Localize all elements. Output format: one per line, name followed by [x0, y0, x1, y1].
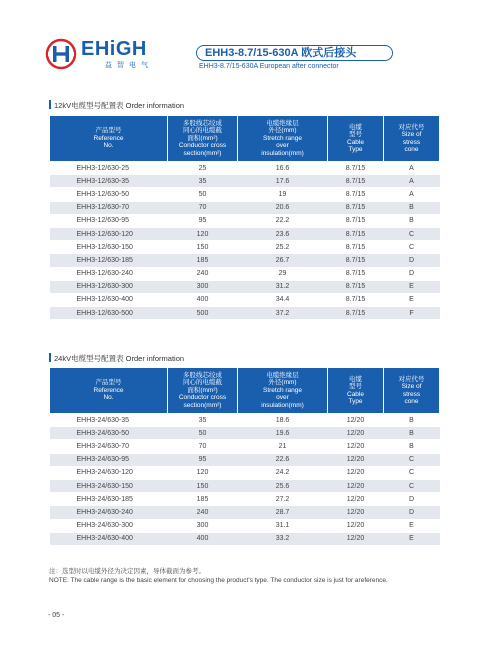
conductor-cell: 400: [168, 532, 238, 545]
code-cell: A: [384, 175, 440, 188]
header-line: Conductor cross: [178, 142, 227, 150]
section-marker: [49, 353, 51, 362]
note-en: NOTE: The cable range is the basic element for choosing the product's type. The conductor size is just for areference.: [49, 577, 388, 584]
cable-cell: 8.7/15: [328, 227, 384, 240]
header-line: Size of: [401, 131, 422, 138]
model-cell: EHH3-12/630-95: [50, 214, 168, 227]
header-line: Cable: [347, 390, 364, 398]
insulation-cell: 22.6: [238, 453, 328, 466]
page-subtitle: EHH3-8.7/15-630A European after connector: [199, 63, 339, 70]
header-line: section(mm²): [183, 149, 222, 157]
header-line: 同心的电缆截: [183, 379, 222, 387]
insulation-cell: 25.2: [238, 241, 328, 254]
code-cell: F: [384, 307, 440, 320]
header-line: 对应代号: [398, 375, 425, 383]
header-line: Type: [348, 146, 363, 153]
logo-sub: 益智电气: [105, 61, 153, 69]
header-conductor: [168, 116, 238, 162]
conductor-cell: 150: [168, 479, 238, 492]
conductor-cell: 95: [168, 453, 238, 466]
logo-mark-icon: [45, 38, 77, 70]
header-line: No.: [103, 394, 114, 402]
model-cell: EHH3-24/630-70: [50, 440, 168, 453]
insulation-cell: 34.4: [238, 293, 328, 306]
header-line: Reference: [93, 134, 124, 142]
code-cell: E: [384, 293, 440, 306]
header-line: over: [276, 142, 289, 150]
cable-cell: 8.7/15: [328, 162, 384, 175]
header-cable: [328, 368, 384, 414]
cable-cell: 12/20: [328, 440, 384, 453]
header-line: stress: [402, 390, 421, 398]
model-cell: EHH3-12/630-400: [50, 293, 168, 306]
model-cell: EHH3-12/630-25: [50, 162, 168, 175]
table-row: [50, 201, 440, 214]
code-cell: B: [384, 440, 440, 453]
model-cell: EHH3-12/630-300: [50, 280, 168, 293]
conductor-cell: 185: [168, 493, 238, 506]
page-title: EHH3-8.7/15-630A 欧式后接头: [205, 47, 357, 59]
table-row: [50, 466, 440, 479]
code-cell: C: [384, 479, 440, 492]
header-line: 多股线芯绞成: [183, 371, 222, 379]
header-line: 同心的电缆截: [183, 127, 222, 135]
insulation-cell: 19.6: [238, 427, 328, 440]
table-row: [50, 241, 440, 254]
table-row: [50, 214, 440, 227]
code-cell: A: [384, 188, 440, 201]
insulation-cell: 26.7: [238, 254, 328, 267]
header-line: Size of: [401, 383, 422, 390]
code-cell: C: [384, 453, 440, 466]
model-cell: EHH3-24/630-150: [50, 479, 168, 492]
conductor-cell: 95: [168, 214, 238, 227]
cable-cell: 8.7/15: [328, 280, 384, 293]
insulation-cell: 33.2: [238, 532, 328, 545]
insulation-cell: 25.6: [238, 479, 328, 492]
cable-cell: 8.7/15: [328, 267, 384, 280]
insulation-cell: 31.2: [238, 280, 328, 293]
header-line: 产品型号: [95, 379, 122, 387]
spec-table-24kv: [49, 367, 440, 546]
insulation-cell: 22.2: [238, 214, 328, 227]
model-cell: EHH3-24/630-240: [50, 506, 168, 519]
insulation-cell: 37.2: [238, 307, 328, 320]
model-cell: EHH3-24/630-185: [50, 493, 168, 506]
insulation-cell: 21: [238, 440, 328, 453]
cable-cell: 8.7/15: [328, 254, 384, 267]
company-logo: [45, 38, 153, 70]
table-row: [50, 519, 440, 532]
title-box: [196, 45, 393, 61]
table-row: [50, 453, 440, 466]
code-cell: E: [384, 280, 440, 293]
header-line: 外径(mm): [268, 379, 297, 387]
table-row: [50, 307, 440, 320]
model-cell: EHH3-24/630-400: [50, 532, 168, 545]
conductor-cell: 300: [168, 280, 238, 293]
conductor-cell: 150: [168, 241, 238, 254]
model-cell: EHH3-12/630-120: [50, 227, 168, 240]
model-cell: EHH3-24/630-300: [50, 519, 168, 532]
model-cell: EHH3-12/630-240: [50, 267, 168, 280]
conductor-cell: 185: [168, 254, 238, 267]
insulation-cell: 17.6: [238, 175, 328, 188]
table-row: [50, 506, 440, 519]
conductor-cell: 25: [168, 162, 238, 175]
model-cell: EHH3-24/630-35: [50, 414, 168, 427]
table-row: [50, 532, 440, 545]
cable-cell: 12/20: [328, 506, 384, 519]
code-cell: D: [384, 254, 440, 267]
model-cell: EHH3-12/630-35: [50, 175, 168, 188]
header-line: 电缆绝缘层: [266, 119, 299, 127]
cable-cell: 12/20: [328, 466, 384, 479]
header-line: Cable: [347, 138, 364, 146]
conductor-cell: 120: [168, 227, 238, 240]
code-cell: E: [384, 519, 440, 532]
conductor-cell: 35: [168, 175, 238, 188]
header-conductor: [168, 368, 238, 414]
cable-cell: 12/20: [328, 479, 384, 492]
cable-cell: 8.7/15: [328, 293, 384, 306]
header-line: section(mm²): [183, 401, 222, 409]
code-cell: D: [384, 506, 440, 519]
header-line: Type: [348, 398, 363, 405]
insulation-cell: 29: [238, 267, 328, 280]
table-row: [50, 479, 440, 492]
header-line: 型号: [349, 383, 362, 390]
cable-cell: 8.7/15: [328, 307, 384, 320]
model-cell: EHH3-12/630-50: [50, 188, 168, 201]
code-cell: A: [384, 162, 440, 175]
conductor-cell: 400: [168, 293, 238, 306]
model-cell: EHH3-12/630-150: [50, 241, 168, 254]
code-cell: B: [384, 214, 440, 227]
conductor-cell: 240: [168, 506, 238, 519]
cable-cell: 8.7/15: [328, 188, 384, 201]
conductor-cell: 240: [168, 267, 238, 280]
insulation-cell: 24.2: [238, 466, 328, 479]
model-cell: EHH3-24/630-120: [50, 466, 168, 479]
header-line: over: [276, 394, 289, 402]
cable-cell: 12/20: [328, 519, 384, 532]
cable-cell: 12/20: [328, 453, 384, 466]
header-line: Conductor cross: [178, 394, 227, 402]
insulation-cell: 27.2: [238, 493, 328, 506]
header-line: stress: [402, 138, 421, 146]
table-row: [50, 427, 440, 440]
section-heading-24kv: 24kV电缆型号配置表 Order information: [49, 353, 184, 364]
header-line: cone: [404, 146, 419, 153]
cable-cell: 8.7/15: [328, 241, 384, 254]
cable-cell: 8.7/15: [328, 201, 384, 214]
header-line: No.: [103, 142, 114, 150]
insulation-cell: 19: [238, 188, 328, 201]
code-cell: E: [384, 532, 440, 545]
header-line: insulation(mm): [261, 401, 304, 409]
header-model: [50, 116, 168, 162]
header-line: 电缆: [349, 375, 362, 383]
header-insulation: [238, 116, 328, 162]
table-row: [50, 493, 440, 506]
table-row: [50, 267, 440, 280]
table-row: [50, 414, 440, 427]
model-cell: EHH3-24/630-95: [50, 453, 168, 466]
cable-cell: 8.7/15: [328, 214, 384, 227]
insulation-cell: 31.1: [238, 519, 328, 532]
code-cell: B: [384, 201, 440, 214]
code-cell: D: [384, 493, 440, 506]
header-cable: [328, 116, 384, 162]
conductor-cell: 50: [168, 427, 238, 440]
model-cell: EHH3-12/630-185: [50, 254, 168, 267]
table-row: [50, 162, 440, 175]
conductor-cell: 300: [168, 519, 238, 532]
header-insulation: [238, 368, 328, 414]
insulation-cell: 23.6: [238, 227, 328, 240]
insulation-cell: 28.7: [238, 506, 328, 519]
header-line: 电缆绝缘层: [266, 371, 299, 379]
header-line: 外径(mm): [268, 127, 297, 135]
code-cell: C: [384, 466, 440, 479]
insulation-cell: 20.6: [238, 201, 328, 214]
conductor-cell: 120: [168, 466, 238, 479]
section-heading-12kv: 12kV电缆型号配置表 Order information: [49, 100, 184, 111]
header-line: Stretch range: [262, 134, 303, 142]
cable-cell: 12/20: [328, 532, 384, 545]
header-line: 电缆: [349, 123, 362, 131]
header-line: 型号: [349, 131, 362, 138]
table-row: [50, 188, 440, 201]
model-cell: EHH3-12/630-70: [50, 201, 168, 214]
header-line: 面积(mm²): [187, 134, 218, 142]
insulation-cell: 16.6: [238, 162, 328, 175]
table-row: [50, 227, 440, 240]
conductor-cell: 70: [168, 440, 238, 453]
header-line: insulation(mm): [261, 149, 304, 157]
table-row: [50, 175, 440, 188]
logo-name: EHiGH: [81, 37, 147, 60]
model-cell: EHH3-24/630-50: [50, 427, 168, 440]
header-code: [384, 116, 440, 162]
cable-cell: 12/20: [328, 427, 384, 440]
cable-cell: 8.7/15: [328, 175, 384, 188]
code-cell: C: [384, 241, 440, 254]
insulation-cell: 18.6: [238, 414, 328, 427]
conductor-cell: 500: [168, 307, 238, 320]
note-cn: 注：选型时以电缆外径为决定因素，导体截面为参考。: [49, 568, 205, 575]
table-row: [50, 440, 440, 453]
code-cell: B: [384, 414, 440, 427]
header-line: 多股线芯绞成: [183, 119, 222, 127]
section-marker: [49, 100, 51, 109]
header-line: 产品型号: [95, 127, 122, 135]
conductor-cell: 50: [168, 188, 238, 201]
model-cell: EHH3-12/630-500: [50, 307, 168, 320]
header-line: Stretch range: [262, 386, 303, 394]
spec-table-12kv: [49, 115, 440, 320]
header-code: [384, 368, 440, 414]
page-number: - 05 -: [48, 612, 65, 619]
code-cell: D: [384, 267, 440, 280]
conductor-cell: 70: [168, 201, 238, 214]
conductor-cell: 35: [168, 414, 238, 427]
header-model: [50, 368, 168, 414]
header-line: 对应代号: [398, 123, 425, 131]
header-line: Reference: [93, 386, 124, 394]
header-line: cone: [404, 398, 419, 405]
header-line: 面积(mm²): [187, 386, 218, 394]
code-cell: B: [384, 427, 440, 440]
code-cell: C: [384, 227, 440, 240]
table-row: [50, 293, 440, 306]
cable-cell: 12/20: [328, 493, 384, 506]
table-row: [50, 254, 440, 267]
table-row: [50, 280, 440, 293]
cable-cell: 12/20: [328, 414, 384, 427]
